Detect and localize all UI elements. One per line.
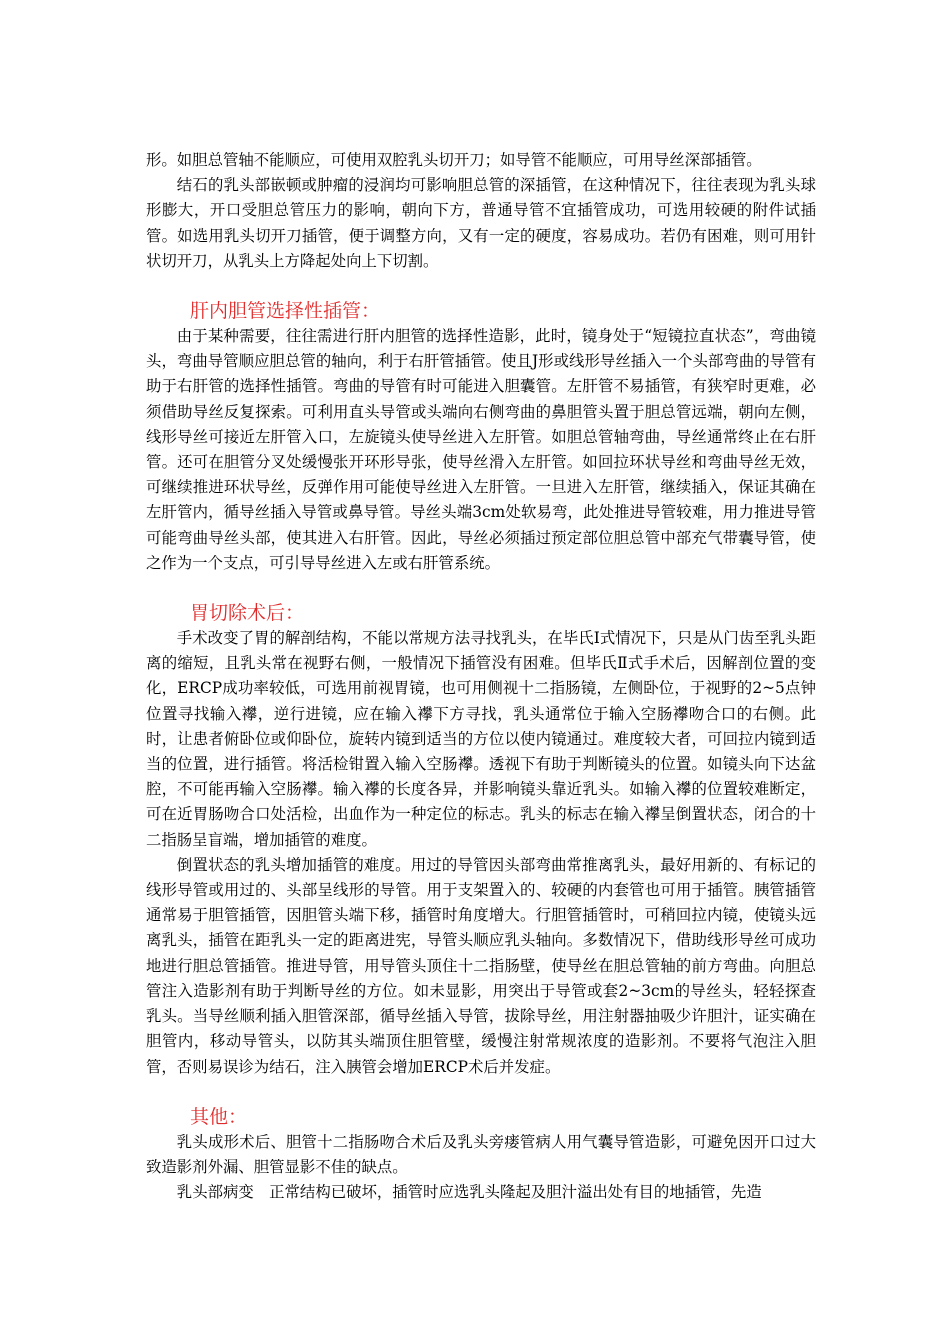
- section-gap: [146, 576, 816, 600]
- intro-paragraph-2: 结石的乳头部嵌顿或肿瘤的浸润均可影响胆总管的深插管，在这种情况下，往往表现为乳头球形膨大，开口受胆总管压力的影响，朝向下方，普通导管不宜插管成功，可选用较硬的附件试插管。如选用乳头切开刀插管，便于调整方向，又有一定的硬度，容易成功。若仍有困难，则可用针状切开刀，从乳头上方降起处向上下切割。: [146, 176, 816, 270]
- section-gap: [146, 1080, 816, 1104]
- section1-paragraph-1: 由于某种需要，往往需进行肝内胆管的选择性造影，此时，镜身处于“短镜拉直状态”，弯曲镜头，弯曲导管顺应胆总管的轴向，利于右肝管插管。使且J形或线形导丝插入一个头部弯曲的导管有助于右肝管的选择性插管。弯曲的导管有时可能进入胆囊管。左肝管不易插管，有狭窄时更难，必须借助导丝反复探索。可利用直头导管或头端向右侧弯曲的鼻胆管头置于胆总管远端，朝向左侧，线形导丝可接近左肝管入口，左旋镜头使导丝进入左肝管。如胆总管轴弯曲，导丝通常终止在右肝管。还可在胆管分叉处缓慢张开环形导张，使导丝滑入左肝管。如回拉环状导丝和弯曲导丝无效，可继续推进环状导丝，反弹作用可能使导丝进入左肝管。一旦进入左肝管，继续插入，保证其确在左肝管内，循导丝插入导管或鼻导管。导丝头端3cm处软易弯，此处推进导管较难，用力推进导管可能弯曲导丝头部，使其进入右肝管。因此，导丝必须插过预定部位胆总管中部充气带囊导管，使之作为一个支点，可引导导丝进入左或右肝管系统。: [146, 327, 816, 572]
- section3-paragraph-1: 乳头成形术后、胆管十二指肠吻合术后及乳头旁瘘管病人用气囊导管造影，可避免因开口过大致造影剂外漏、胆管显影不佳的缺点。: [146, 1132, 816, 1176]
- section2-paragraph-2: 倒置状态的乳头增加插管的难度。用过的导管因头部弯曲常推离乳头，最好用新的、有标记的线形导管或用过的、头部呈线形的导管。用于支架置入的、较硬的内套管也可用于插管。胰管插管通常易于胆管插管，因胆管头端下移，插管时角度增大。行胆管插管时，可稍回拉内镜，使镜头远离乳头，插管在距乳头一定的距离进宪，导管头顺应乳头轴向。多数情况下，借助线形导丝可成功地进行胆总管插管。推进导管，用导管头顶住十二指肠壁，使导丝在胆总管轴的前方弯曲。向胆总管注入造影剂有助于判断导丝的方位。如未显影，用突出于导管或套2~3cm的导丝头，轻轻探查乳头。当导丝顺利插入胆管深部，循导丝插入导管，拔除导丝，用注射器抽吸少许胆汁，证实确在胆管内，移动导管头，以防其头端顶住胆管壁，缓慢注射常规浓度的造影剂。不要将气泡注入胆管，否则易误诊为结石，注入胰管会增加ERCP术后并发症。: [146, 855, 816, 1076]
- document-body: [146, 148, 816, 1205]
- section-heading-intrahepatic: 肝内胆管选择性插管：: [190, 300, 381, 323]
- section3-paragraph-2: 乳头部病变 正常结构已破坏，插管时应选乳头隆起及胆汁溢出处有目的地插管，先造: [176, 1183, 762, 1202]
- section-heading-other: 其他：: [190, 1105, 248, 1128]
- section-heading-gastrectomy: 胃切除术后：: [190, 602, 305, 625]
- section2-paragraph-1: 手术改变了胃的解剖结构，不能以常规方法寻找乳头，在毕氏Ⅰ式情况下，只是从门齿至乳头距离的缩短，且乳头常在视野右侧，一般情况下插管没有困难。但毕氏Ⅱ式手术后，因解剖位置的变化，ERCP成功率较低，可选用前视胃镜，也可用侧视十二指肠镜，左侧卧位，于视野的2~5点钟位置寻找输入襻，逆行进镜，应在输入襻下方寻找，乳头通常位于输入空肠襻吻合口的右侧。此时，让患者俯卧位或仰卧位，旋转内镜到适当的方位以使内镜通过。难度较大者，可回拉内镜到适当的位置，进行插管。将活检钳置入输入空肠襻。透视下有助于判断镜头的位置。如镜头向下达盆腔，不可能再输入空肠襻。输入襻的长度各异，并影响镜头靠近乳头。如输入襻的位置较难断定，可在近胃肠吻合口处活检，出血作为一种定位的标志。乳头的标志在输入襻呈倒置状态，闭合的十二指肠呈盲端，增加插管的难度。: [146, 629, 816, 849]
- section-gap: [146, 274, 816, 298]
- intro-paragraph-1: 形。如胆总管轴不能顺应，可使用双腔乳头切开刀；如导管不能顺应，可用导丝深部插管。: [146, 151, 762, 169]
